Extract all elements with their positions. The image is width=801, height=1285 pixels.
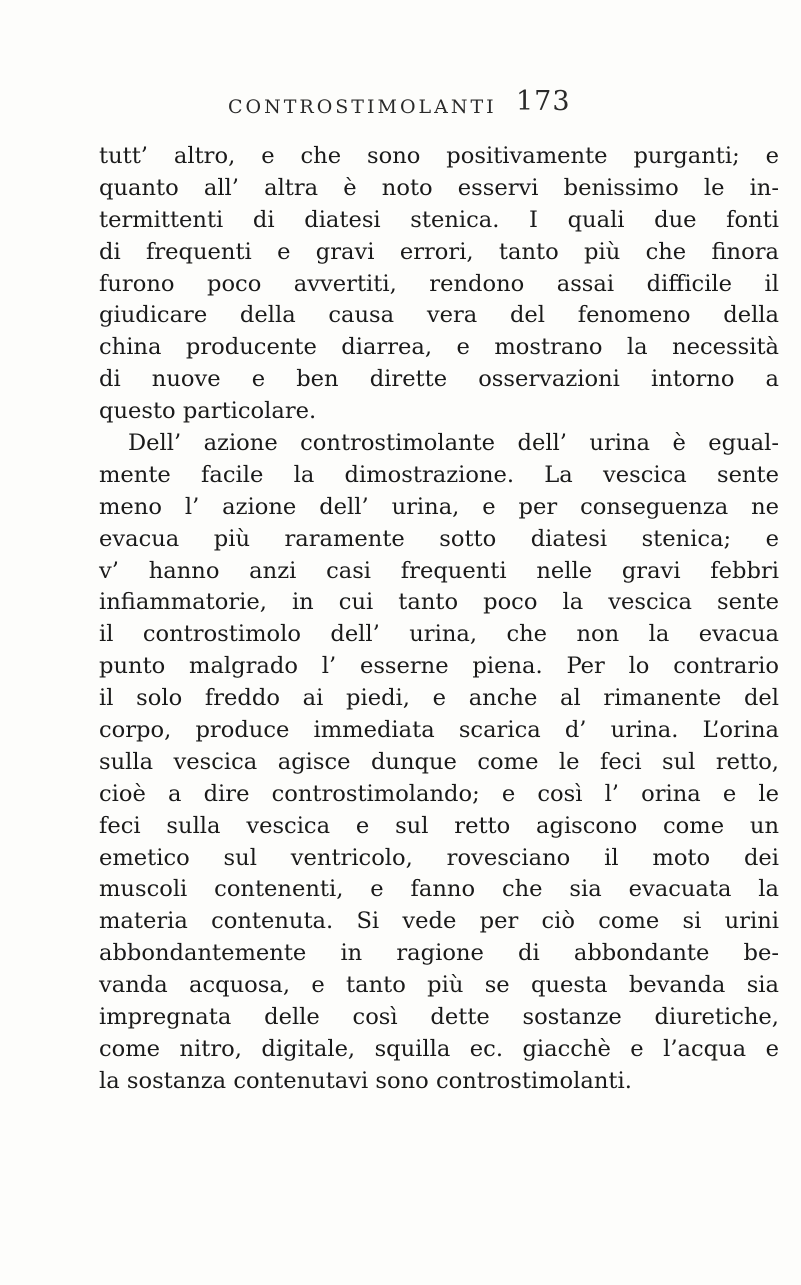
text-line: vanda acquosa, e tanto più se questa bevanda sia — [99, 972, 779, 999]
text-line: di frequenti e gravi errori, tanto più che finora — [99, 238, 779, 265]
text-line: termittenti di diatesi stenica. I quali due fonti — [99, 206, 779, 233]
text-line: emetico sul ventricolo, rovesciano il moto dei — [99, 844, 779, 871]
text-line: impregnata delle così dette sostanze diuretiche, — [99, 1004, 779, 1031]
text-line: come nitro, digitale, squilla ec. giacchè e l’acqua e — [99, 1035, 779, 1062]
text-line: infiammatorie, in cui tanto poco la vescica sente — [99, 589, 779, 616]
text-line: corpo, produce immediata scarica d’ urina. L’orina — [99, 717, 779, 744]
text-line: di nuove e ben dirette osservazioni intorno a — [99, 366, 779, 393]
text-line: mente facile la dimostrazione. La vescica sente — [99, 461, 779, 488]
text-line: muscoli contenenti, e fanno che sia evacuata la — [99, 876, 779, 903]
text-line: materia contenuta. Si vede per ciò come si urini — [99, 908, 779, 935]
text-line: il solo freddo ai piedi, e anche al rimanente del — [99, 685, 779, 712]
paragraph-end-line: la sostanza contenutavi sono controstimolanti. — [99, 1067, 632, 1094]
text-line: sulla vescica agisce dunque come le feci sul retto, — [99, 748, 779, 775]
text-line: meno l’ azione dell’ urina, e per conseguenza ne — [99, 493, 779, 520]
text-line: giudicare della causa vera del fenomeno della — [99, 302, 779, 329]
text-line: evacua più raramente sotto diatesi stenica; e — [99, 525, 779, 552]
text-line: china producente diarrea, e mostrano la necessità — [99, 334, 779, 361]
page-number: 173 — [516, 86, 571, 117]
paragraph-end-line: questo particolare. — [99, 398, 317, 425]
text-line: cioè a dire controstimolando; e così l’ orina e le — [99, 780, 779, 807]
text-line: punto malgrado l’ esserne piena. Per lo contrario — [99, 653, 779, 680]
text-line: tutt’ altro, e che sono positivamente purganti; e — [99, 143, 779, 169]
text-line: furono poco avvertiti, rendono assai difficile il — [99, 270, 779, 297]
text-line: abbondantemente in ragione di abbondante be- — [99, 940, 779, 967]
text-line: il controstimolo dell’ urina, che non la evacua — [99, 621, 779, 648]
text-line: v’ hanno anzi casi frequenti nelle gravi febbri — [99, 557, 779, 584]
running-head: CONTROSTIMOLANTI — [228, 96, 497, 118]
body-text — [99, 141, 779, 1098]
paragraph-start-line: Dell’ azione controstimolante dell’ urina è egual- — [128, 430, 779, 457]
text-line: quanto all’ altra è noto esservi benissimo le in- — [99, 174, 779, 201]
text-line: feci sulla vescica e sul retto agiscono come un — [99, 812, 779, 839]
